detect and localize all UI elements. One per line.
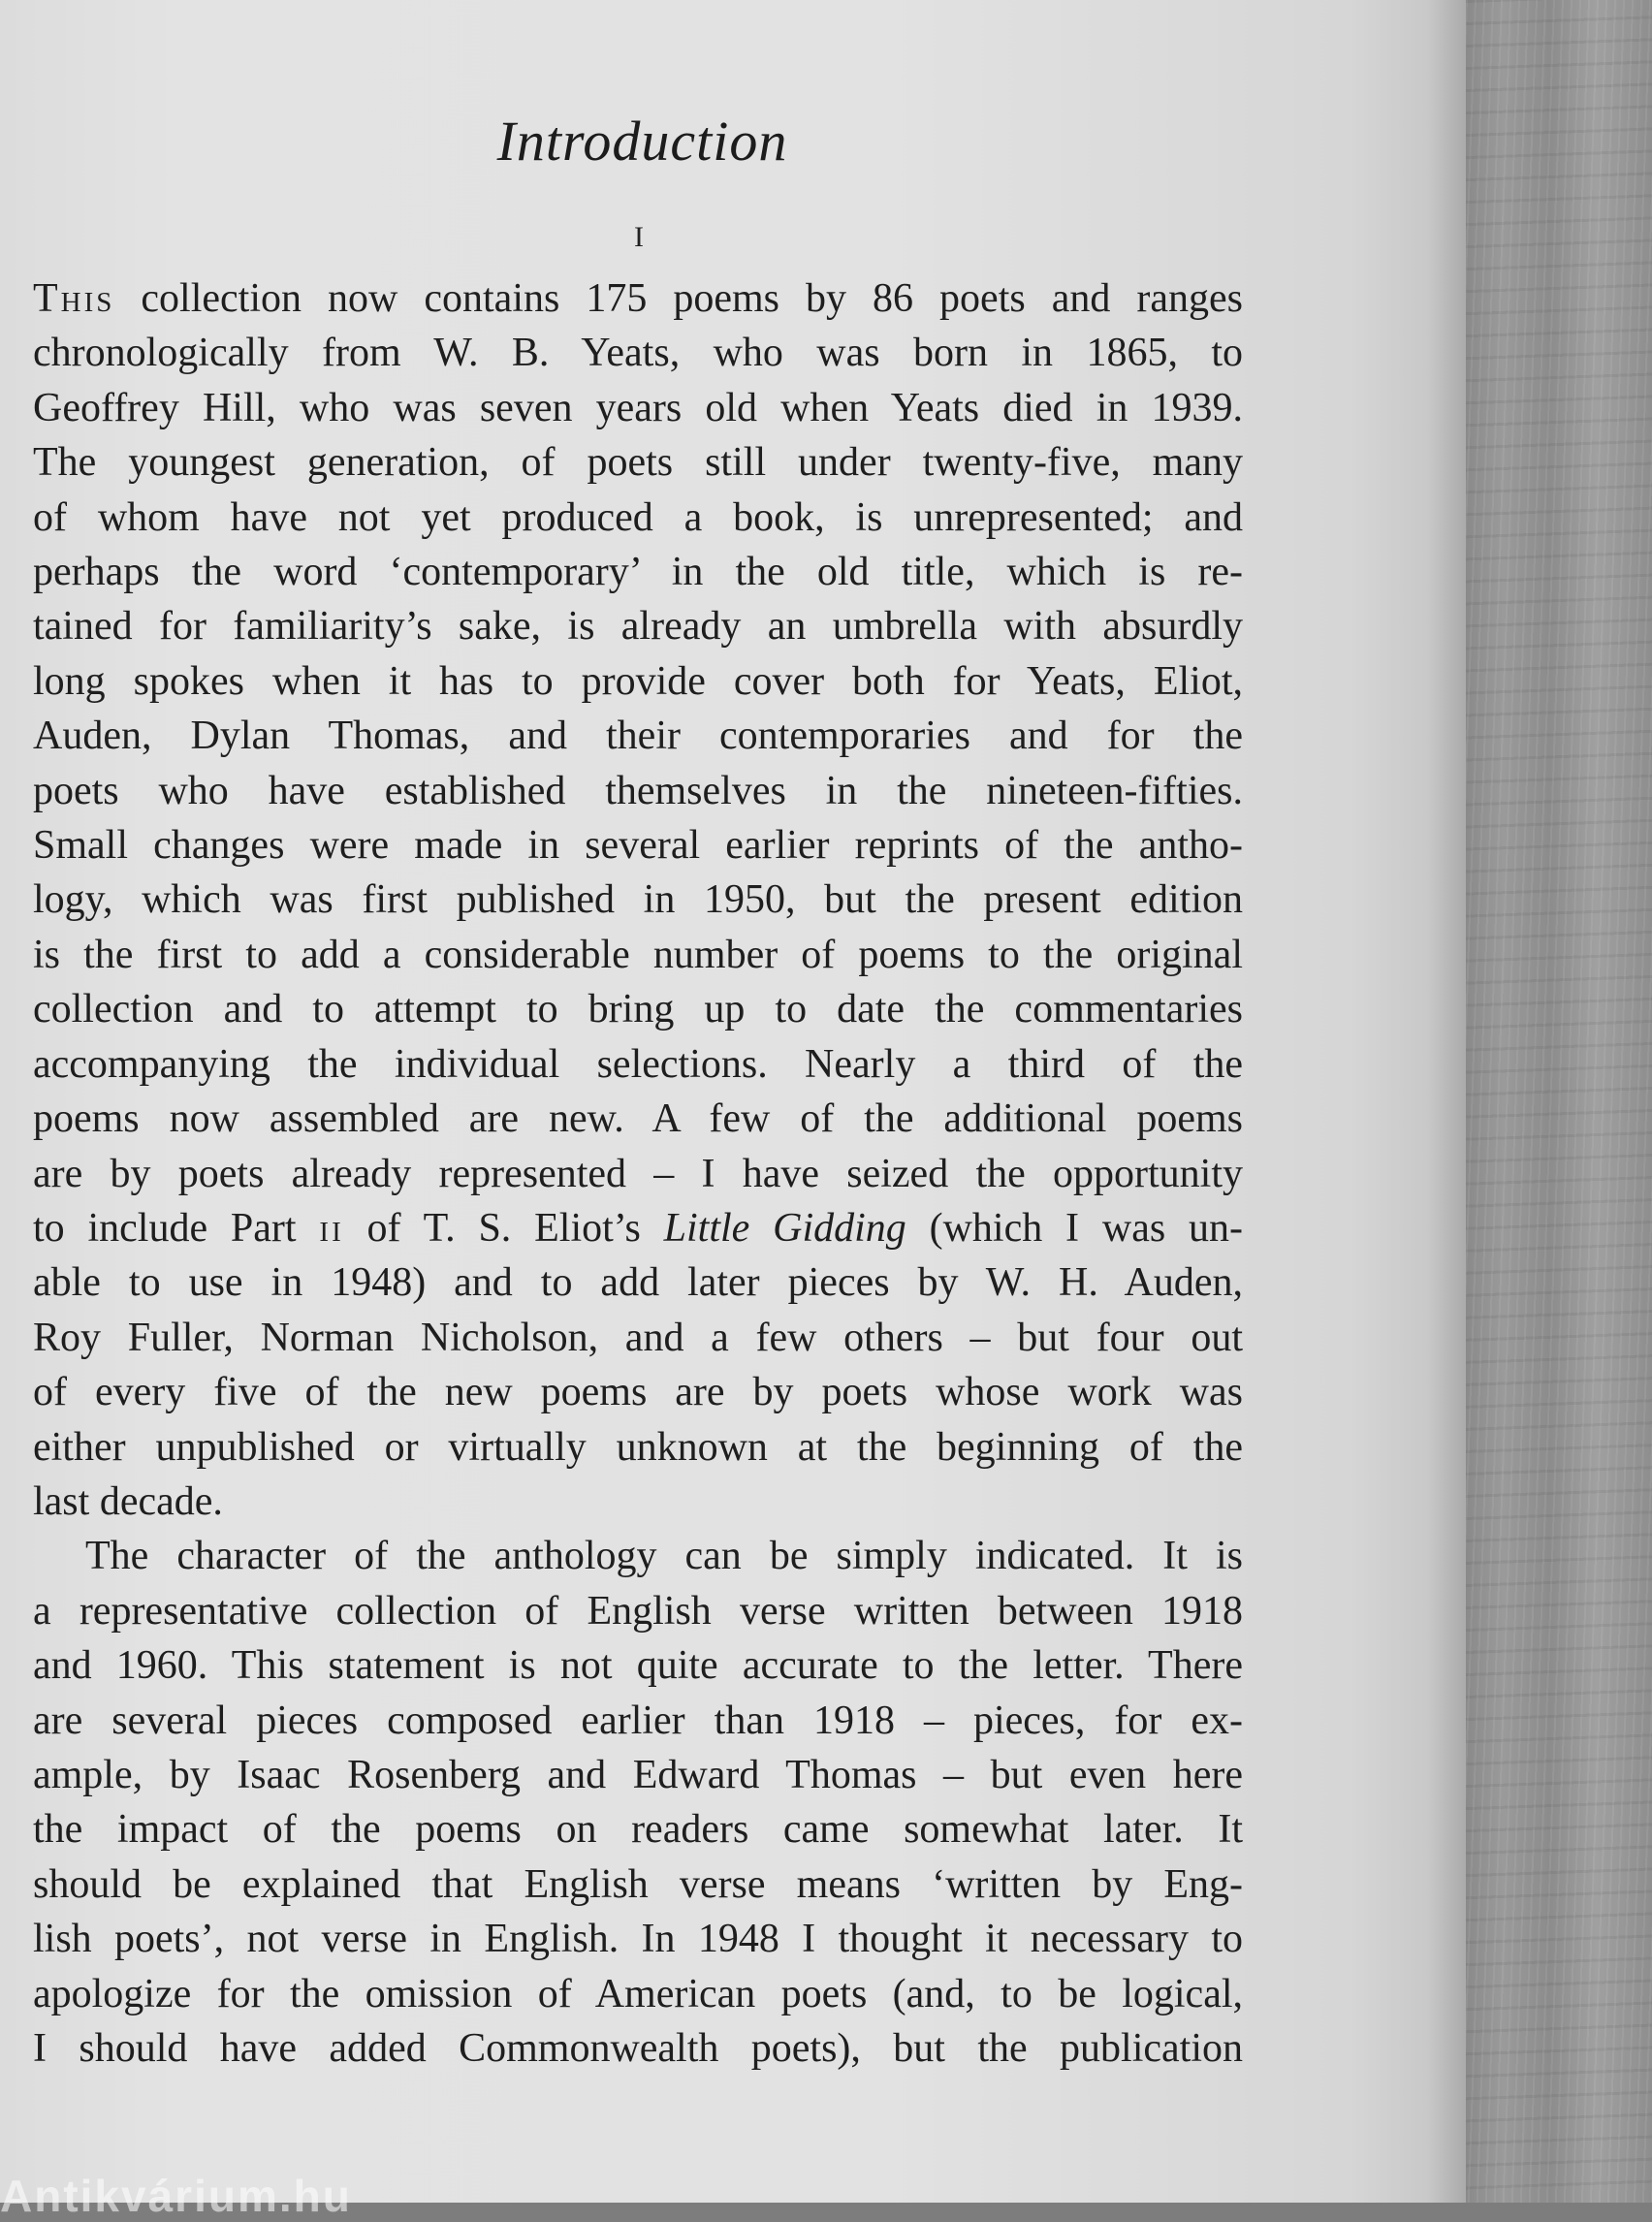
text-line: perhaps the word ‘contemporary’ in the old title, which is re- [33,550,1243,595]
text-line: accompanying the individual selections. Nearly a third of the [33,1041,1243,1087]
text-line-rest: collection now contains 175 poems by 86 poets and ranges [141,276,1243,321]
text-line: should be explained that English verse means ‘written by Eng- [33,1861,1243,1907]
text-line: able to use in 1948) and to add later pieces by W. H. Auden, [33,1260,1243,1306]
text-line: of whom have not yet produced a book, is unrepresented; and [33,494,1243,540]
text-segment: of T. S. Eliot’s [343,1205,664,1251]
text-line: chronologically from W. B. Yeats, who was born in 1865, to [33,331,1243,376]
page-gutter-shadow [1427,0,1466,2203]
text-line: Auden, Dylan Thomas, and their contemporaries and for the [33,714,1243,759]
text-line: a representative collection of English verse written between 1918 [33,1588,1243,1634]
page-title: Introduction [496,110,788,173]
text-line: are several pieces composed earlier than 1918 – pieces, for ex- [33,1698,1243,1743]
text-line: are by poets already represented – I have seized the opportunity [33,1151,1243,1196]
text-line: last decade. [33,1478,223,1524]
text-line: and 1960. This statement is not quite accurate to the letter. There [33,1643,1243,1689]
text-line: of every five of the new poems are by poets whose work was [33,1370,1243,1415]
text-line [33,271,1243,326]
text-line: poets who have established themselves in the nineteen-fifties. [33,768,1243,813]
section-number: I [634,221,646,253]
spine-texture [1466,0,1652,2203]
text-line: The youngest generation, of poets still under twenty-five, many [33,440,1243,486]
watermark-text: Antikvárium.hu [0,2171,352,2221]
text-line: lish poets’, not verse in English. In 1948 I thought it necessary to [33,1917,1243,1962]
text-line: Small changes were made in several earlier reprints of the antho- [33,823,1243,869]
text-line: collection and to attempt to bring up to date the commentaries [33,987,1243,1032]
text-line: the impact of the poems on readers came somewhat later. It [33,1807,1243,1853]
text-line: logy, which was first published in 1950, but the present edition [33,877,1243,923]
italic-title: Little Gidding [663,1205,906,1251]
text-line: I should have added Commonwealth poets), but the publication [33,2026,1243,2071]
book-spine-background [1466,0,1652,2203]
text-line: apologize for the omission of American poets (and, to be logical, [33,1971,1243,2016]
text-segment: to include Part [33,1205,320,1251]
text-line [33,1201,1243,1255]
text-line: poems now assembled are new. A few of the additional poems [33,1096,1243,1142]
text-line: either unpublished or virtually unknown at the beginning of the [33,1424,1243,1470]
text-line: The character of the anthology can be simply indicated. It is [85,1534,1243,1579]
drop-first-word: This [33,276,115,321]
text-line: is the first to add a considerable number of poems to the original [33,932,1243,977]
text-segment: (which I was un- [905,1205,1243,1251]
text-line: tained for familiarity’s sake, is already an umbrella with absurdly [33,604,1243,650]
text-line: ample, by Isaac Rosenberg and Edward Thomas – but even here [33,1752,1243,1797]
body-text [33,271,1243,2076]
text-line: Geoffrey Hill, who was seven years old when Yeats died in 1939. [33,385,1243,430]
text-line: long spokes when it has to provide cover both for Yeats, Eliot, [33,658,1243,704]
text-line: Roy Fuller, Norman Nicholson, and a few others – but four out [33,1315,1243,1360]
roman-numeral: ii [319,1205,344,1251]
